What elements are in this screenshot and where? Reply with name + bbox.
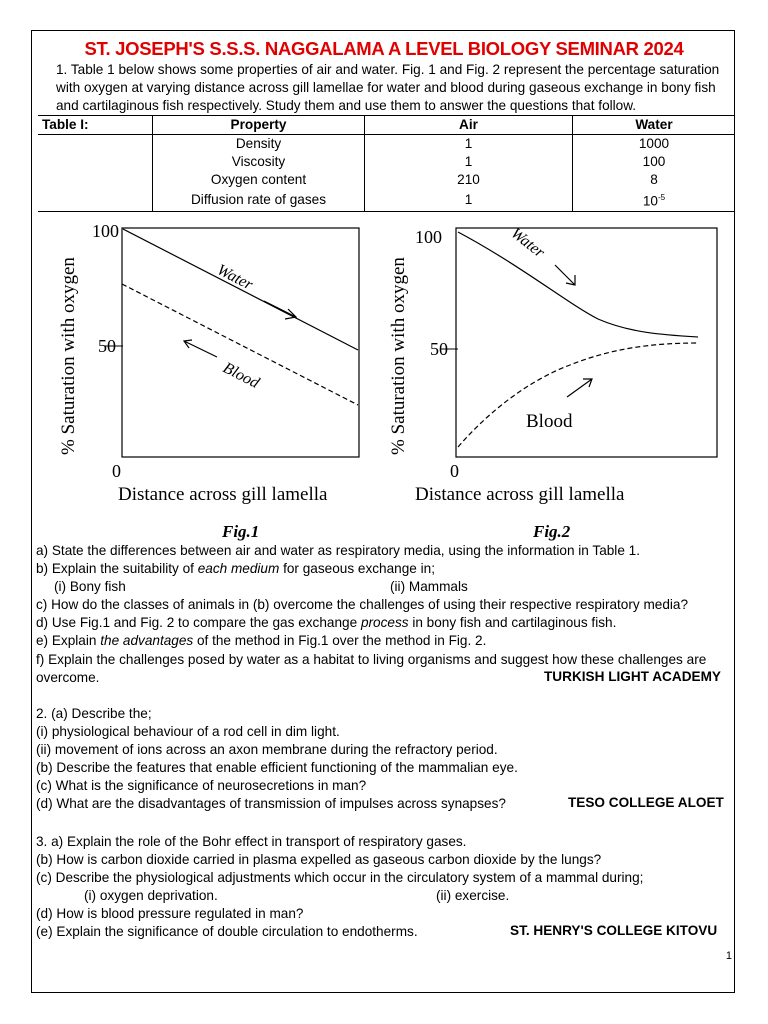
q2-part-d: (d) What are the disadvantages of transmission of impulses across synapses? xyxy=(36,796,506,811)
fig1-water-label: Water xyxy=(214,261,256,294)
fig1-blood-line xyxy=(122,284,358,405)
q1-part-e: e) Explain the advantages of the method in Fig.1 over the method in Fig. 2. xyxy=(36,633,487,648)
page-title: ST. JOSEPH'S S.S.S. NAGGALAMA A LEVEL BIOLOGY SEMINAR 2024 xyxy=(84,38,684,59)
q3-part-a: 3. a) Explain the role of the Bohr effect in transport of respiratory gases. xyxy=(36,834,467,849)
fig2-y0: 0 xyxy=(450,461,459,481)
school-credit-3: ST. HENRY'S COLLEGE KITOVU xyxy=(510,923,718,938)
q1-part-b-ii: (ii) Mammals xyxy=(390,579,468,594)
fig1-caption: Fig.1 xyxy=(222,522,260,541)
fig1-y100: 100 xyxy=(92,221,119,241)
fig1-plot-frame xyxy=(122,228,359,457)
q1-part-a: a) State the differences between air and water as respiratory media, using the information in Table 1. xyxy=(36,543,641,558)
q2-part-c: (c) What is the significance of neurosecretions in man? xyxy=(36,778,367,793)
school-credit-2: TESO COLLEGE ALOET xyxy=(568,795,724,810)
figure-2 xyxy=(380,215,720,545)
table-row: Oxygen content 210 8 xyxy=(38,171,735,189)
fig1-y50: 50 xyxy=(98,336,116,356)
header-water: Water xyxy=(573,116,736,135)
fig2-y50: 50 xyxy=(430,339,448,359)
header-air: Air xyxy=(365,116,573,135)
q3-part-c: (c) Describe the physiological adjustments which occur in the circulatory system of a mammal during; xyxy=(36,870,644,885)
table-row: Diffusion rate of gases 1 $10^{-5}$ xyxy=(38,189,735,211)
fig1-y0: 0 xyxy=(112,461,121,481)
fig1-blood-label: Blood xyxy=(220,359,262,392)
q2-part-a-ii: (ii) movement of ions across an axon membrane during the refractory period. xyxy=(36,742,498,757)
q1-part-b: b) Explain the suitability of each medium for gaseous exchange in; xyxy=(36,561,435,576)
q3-part-b: (b) How is carbon dioxide carried in plasma expelled as gaseous carbon dioxide by the lungs? xyxy=(36,852,602,867)
fig2-water-label: Water xyxy=(507,224,548,262)
properties-table xyxy=(38,115,735,212)
fig2-y100: 100 xyxy=(415,227,442,247)
fig2-ylabel: % Saturation with oxygen xyxy=(388,257,409,455)
q2-part-a: 2. (a) Describe the; xyxy=(36,706,152,721)
q3-part-d: (d) How is blood pressure regulated in man? xyxy=(36,906,304,921)
q3-part-e: (e) Explain the significance of double circulation to endotherms. xyxy=(36,924,418,939)
school-credit-1: TURKISH LIGHT ACADEMY xyxy=(544,669,721,684)
fig2-blood-label: Blood xyxy=(526,411,573,432)
q3-part-c-i: (i) oxygen deprivation. xyxy=(84,888,218,903)
figure-1 xyxy=(50,215,390,545)
q1-part-f-line1: f) Explain the challenges posed by water as a habitat to living organisms and suggest how these challenges are xyxy=(36,652,707,667)
fig1-ylabel: % Saturation with oxygen xyxy=(58,257,79,455)
table-label: Table I: xyxy=(38,116,153,135)
q2-part-a-i: (i) physiological behaviour of a rod cell in dim light. xyxy=(36,724,340,739)
fig2-xlabel: Distance across gill lamella xyxy=(415,484,625,505)
page-number: 1 xyxy=(725,950,732,962)
q1-part-c: c) How do the classes of animals in (b) overcome the challenges of using their respective respiratory media? xyxy=(36,597,689,612)
fig1-xlabel: Distance across gill lamella xyxy=(118,484,328,505)
fig2-water-curve xyxy=(458,232,698,337)
fig1-blood-arrow xyxy=(184,340,217,357)
q1-part-f-line2: overcome. xyxy=(36,670,100,685)
q1-part-b-i: (i) Bony fish xyxy=(54,579,126,594)
table-row: Density 1 1000 xyxy=(38,135,735,154)
fig2-blood-curve xyxy=(458,343,698,447)
table-row: Viscosity 1 100 xyxy=(38,153,735,171)
fig2-water-arrow xyxy=(555,265,575,285)
q2-part-b: (b) Describe the features that enable efficient functioning of the mammalian eye. xyxy=(36,760,518,775)
q1-part-d: d) Use Fig.1 and Fig. 2 to compare the gas exchange process in bony fish and cartilaginous fish. xyxy=(36,615,617,630)
q3-part-c-ii: (ii) exercise. xyxy=(436,888,510,903)
fig2-caption: Fig.2 xyxy=(533,522,571,541)
header-property: Property xyxy=(153,116,365,135)
question-1-intro: 1. Table 1 below shows some properties of air and water. Fig. 1 and Fig. 2 represent the percentage saturation with oxygen at varying distance across gill lamellae for water and blood during gaseous exchange in bony fish and cartilaginous fish respectively. Study them and use them to answer the questions that follow. xyxy=(56,62,720,113)
fig2-plot-frame xyxy=(456,228,717,457)
fig2-blood-arrow xyxy=(567,379,592,397)
